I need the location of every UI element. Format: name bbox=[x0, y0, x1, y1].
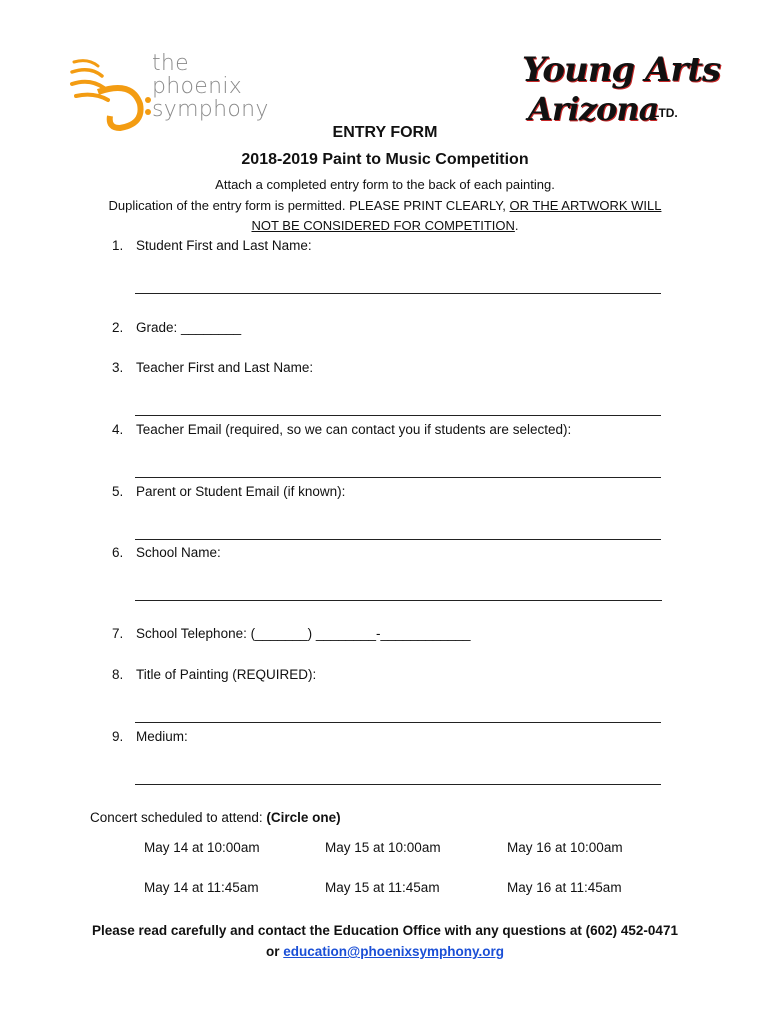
item-label: School Name: bbox=[136, 545, 221, 560]
footer-line-2 bbox=[0, 941, 770, 962]
item-label: Parent or Student Email (if known): bbox=[136, 484, 346, 499]
item-number: 6. bbox=[112, 545, 124, 560]
footer-line-1: Please read carefully and contact the Education Office with any questions at (602) 452-0471 bbox=[92, 923, 678, 938]
form-title: ENTRY FORM bbox=[332, 124, 438, 141]
item-parent-email bbox=[112, 484, 345, 499]
phoenix-symphony-wordmark bbox=[152, 52, 269, 121]
concert-label-bold: (Circle one) bbox=[266, 810, 341, 825]
young-arts-logo-suffix: LTD. bbox=[652, 106, 678, 120]
item-label: Teacher First and Last Name: bbox=[136, 360, 314, 375]
intro-line-2b: OR THE ARTWORK WILL bbox=[509, 198, 662, 213]
concert-option-may14-1145[interactable]: May 14 at 11:45am bbox=[144, 880, 259, 895]
item-medium bbox=[112, 729, 188, 744]
intro-line-2 bbox=[60, 196, 710, 216]
item-label: Title of Painting (REQUIRED): bbox=[136, 667, 317, 682]
item-number: 9. bbox=[112, 729, 124, 744]
teacher-name-line[interactable] bbox=[135, 415, 661, 416]
item-teacher-email bbox=[112, 422, 571, 437]
intro-line-3-end: . bbox=[514, 218, 519, 233]
item-student-name bbox=[112, 238, 312, 253]
student-name-line[interactable] bbox=[135, 293, 661, 294]
concert-option-may16-1145[interactable]: May 16 at 11:45am bbox=[507, 880, 622, 895]
item-number: 3. bbox=[112, 360, 124, 375]
item-school-telephone[interactable] bbox=[112, 626, 471, 641]
young-arts-logo-line1: Young Arts bbox=[522, 50, 721, 90]
item-label: School Telephone: (_______) ________-____________ bbox=[136, 626, 471, 641]
item-grade[interactable] bbox=[112, 320, 241, 335]
intro-line-1: Attach a completed entry form to the back of each painting. bbox=[215, 177, 555, 192]
concert-label bbox=[90, 810, 341, 825]
item-label: Medium: bbox=[136, 729, 188, 744]
form-subtitle: 2018-2019 Paint to Music Competition bbox=[241, 151, 529, 168]
teacher-email-line[interactable] bbox=[135, 477, 661, 478]
item-number: 7. bbox=[112, 626, 124, 641]
item-number: 2. bbox=[112, 320, 124, 335]
logo-word-phoenix: phoenix bbox=[152, 74, 243, 99]
item-number: 1. bbox=[112, 238, 124, 253]
concert-option-may14-1000[interactable]: May 14 at 10:00am bbox=[144, 840, 260, 855]
footer-prefix: or bbox=[266, 944, 284, 959]
item-number: 4. bbox=[112, 422, 124, 437]
item-teacher-name bbox=[112, 360, 313, 375]
logo-word-the: the bbox=[152, 51, 190, 76]
item-school-name bbox=[112, 545, 221, 560]
medium-line[interactable] bbox=[135, 784, 661, 785]
intro-line-2a: Duplication of the entry form is permitted. PLEASE PRINT CLEARLY, bbox=[108, 198, 510, 213]
concert-option-may15-1000[interactable]: May 15 at 10:00am bbox=[325, 840, 441, 855]
item-painting-title bbox=[112, 667, 316, 682]
young-arts-logo-line2: Arizona bbox=[528, 90, 659, 128]
intro-line-3-text: NOT BE CONSIDERED FOR COMPETITION bbox=[251, 218, 515, 233]
item-number: 5. bbox=[112, 484, 124, 499]
concert-option-may15-1145[interactable]: May 15 at 11:45am bbox=[325, 880, 440, 895]
concert-option-may16-1000[interactable]: May 16 at 10:00am bbox=[507, 840, 623, 855]
item-number: 8. bbox=[112, 667, 124, 682]
school-name-line[interactable] bbox=[135, 600, 662, 601]
education-email-link[interactable]: education@phoenixsymphony.org bbox=[283, 944, 504, 959]
item-label: Student First and Last Name: bbox=[136, 238, 312, 253]
parent-email-line[interactable] bbox=[135, 539, 661, 540]
item-label: Grade: ________ bbox=[136, 320, 242, 335]
logo-word-symphony: symphony bbox=[152, 97, 269, 122]
intro-line-3 bbox=[60, 216, 710, 236]
painting-title-line[interactable] bbox=[135, 722, 661, 723]
item-label: Teacher Email (required, so we can contact you if students are selected): bbox=[136, 422, 572, 437]
concert-label-text: Concert scheduled to attend: bbox=[90, 810, 267, 825]
